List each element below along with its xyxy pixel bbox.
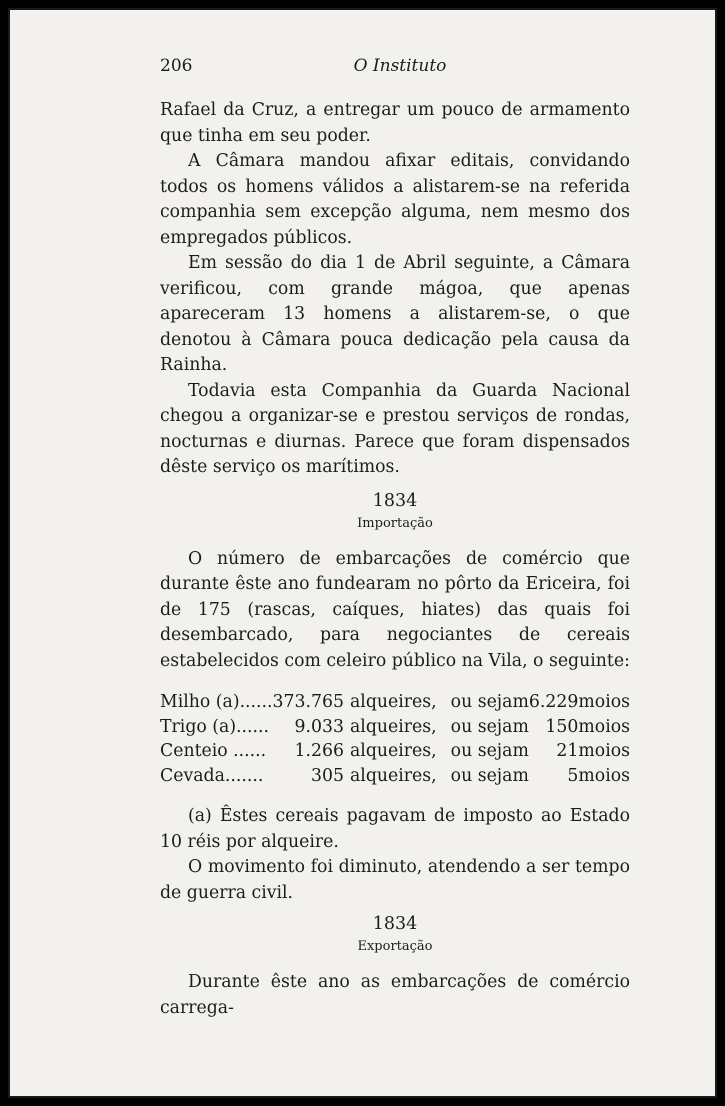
- quantity-cell: 305: [311, 765, 344, 786]
- paragraph: O movimento foi diminuto, atendendo a ser tempo de guerra civil.: [160, 857, 630, 903]
- quantity-cell: 1.266: [294, 741, 344, 761]
- section-year-exportacao: 1834: [372, 914, 418, 934]
- section-heading-importacao: Importação: [357, 515, 433, 531]
- section-heading-exportacao: Exportação: [357, 939, 433, 954]
- quantity-cell: 9.033: [294, 716, 344, 737]
- moios-cell: 150: [545, 716, 579, 737]
- section-year-importacao: 1834: [372, 490, 418, 511]
- product-cell: Centeio ......: [160, 741, 267, 761]
- body-text: [160, 98, 630, 1021]
- moios-cell: 5: [567, 765, 579, 786]
- paragraph: A Câmara mandou afixar editais, convidando todos os homens válidos a alistarem-se na referida companhia sem excepção alguma, nem mesmo dos empregados públicos.: [160, 151, 630, 248]
- product-cell: Trigo (a)......: [160, 716, 270, 737]
- book-page: [8, 8, 717, 1098]
- moios-unit-cell: moios: [578, 741, 630, 761]
- product-cell: Cevada.......: [160, 765, 264, 786]
- paragraph-importacao-intro: O número de embarcações de comércio que durante êste ano fundearam no pôrto da Ericeira, foi de 175 (rascas, caíques, hiates) das quais foi desembarcado, para negociantes de cereais estabelecidos com celeiro público na Vila, o seguinte:: [160, 548, 630, 671]
- import-table: [160, 690, 630, 788]
- conversion-cell: ou sejam: [450, 765, 529, 786]
- paragraph-exportacao: Durante êste ano as embarcações de comércio carrega-: [160, 972, 630, 1018]
- footnote: (a) Êstes cereais pagavam de imposto ao Estado 10 réis por alqueire.: [160, 806, 630, 852]
- conversion-cell: ou sejam: [450, 692, 529, 712]
- table-row: [160, 739, 630, 764]
- moios-cell: 6.229: [528, 692, 579, 712]
- moios-unit-cell: moios: [578, 692, 630, 712]
- page-header: [160, 56, 640, 80]
- unit-cell: alqueires,: [350, 692, 437, 712]
- unit-cell: alqueires,: [350, 716, 437, 737]
- unit-cell: alqueires,: [350, 741, 437, 761]
- moios-unit-cell: moios: [578, 716, 630, 737]
- paragraph-continuation: Rafael da Cruz, a entregar um pouco de armamento que tinha em seu poder.: [160, 100, 630, 146]
- quantity-cell: 373.765: [272, 692, 344, 712]
- conversion-cell: ou sejam: [450, 741, 529, 761]
- moios-unit-cell: moios: [578, 765, 630, 786]
- running-title: O Instituto: [353, 56, 447, 76]
- table-row: [160, 764, 630, 789]
- moios-cell: 21: [556, 741, 579, 761]
- paragraph: Todavia esta Companhia da Guarda Nacional chegou a organizar-se e prestou serviços de rondas, nocturnas e diurnas. Parece que foram dispensados dêste serviço os marítimos.: [160, 380, 630, 477]
- conversion-cell: ou sejam: [450, 716, 529, 737]
- page-number: 206: [160, 56, 193, 76]
- product-cell: Milho (a)......: [160, 692, 273, 712]
- unit-cell: alqueires,: [350, 765, 437, 786]
- table-row: [160, 690, 630, 715]
- table-row: [160, 715, 630, 740]
- paragraph: Em sessão do dia 1 de Abril seguinte, a Câmara verificou, com grande mágoa, que apenas apareceram 13 homens a alistarem-se, o que denotou à Câmara pouca dedicação pela causa da Rainha.: [160, 253, 630, 375]
